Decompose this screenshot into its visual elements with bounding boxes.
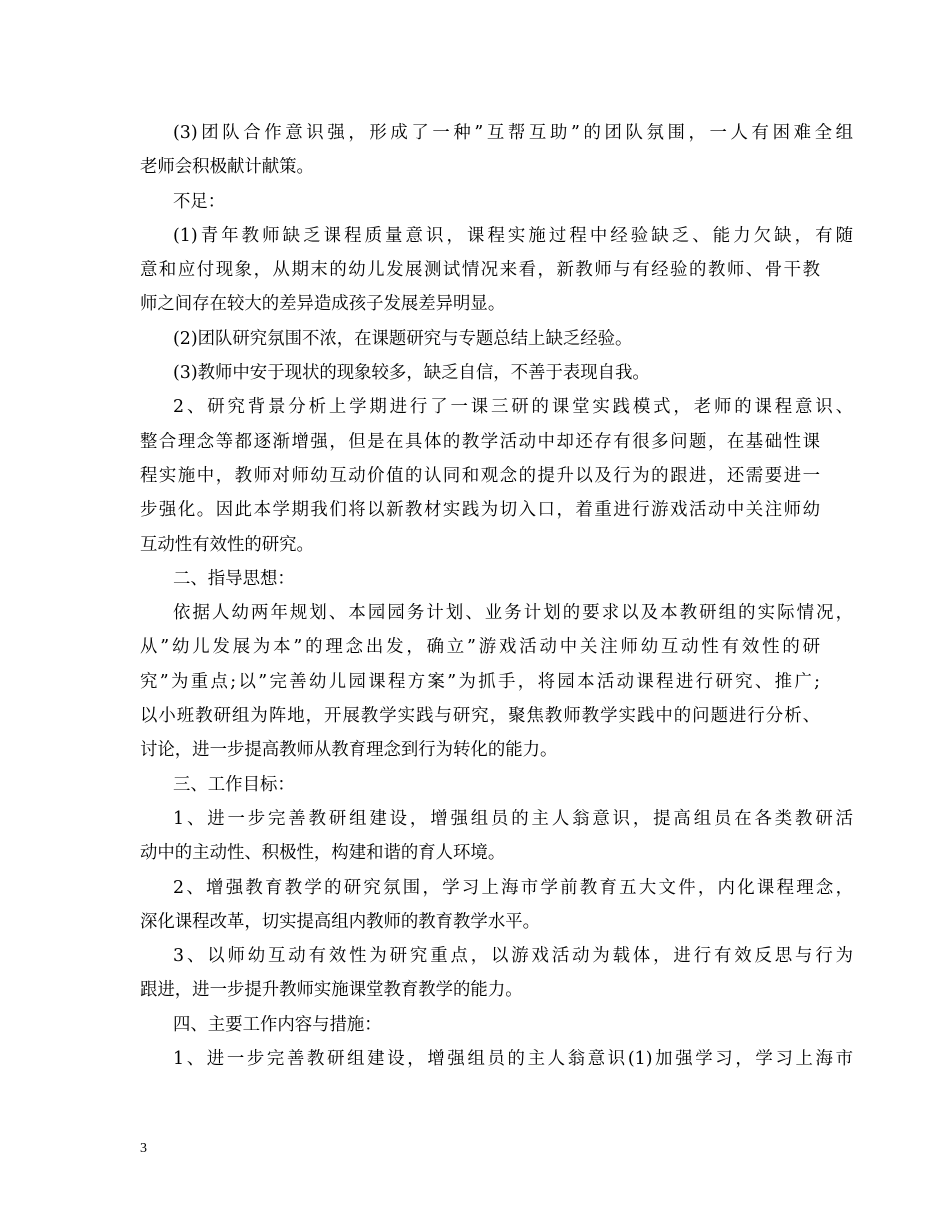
paragraph-line: 1、进一步完善教研组建设，增强组员的主人翁意识(1)加强学习，学习上海市 [173,1049,853,1070]
paragraph-line: (1)青年教师缺乏课程质量意识，课程实施过程中经验缺乏、能力欠缺，有随 [173,225,853,246]
paragraph-line: 2、增强教育教学的研究氛围，学习上海市学前教育五大文件，内化课程理念， [173,877,853,898]
section-heading: 三、工作目标： [173,774,295,795]
paragraph-line: 跟进，进一步提升教师实施课堂教育教学的能力。 [140,980,523,1001]
paragraph-line: 以小班教研组为阵地，开展教学实践与研究，聚焦教师教学实践中的问题进行分析、 [140,706,820,727]
paragraph-line: 意和应付现象，从期末的幼儿发展测试情况来看，新教师与有经验的教师、骨干教 [140,260,820,281]
paragraph-line: 讨论，进一步提高教师从教育理念到行为转化的能力。 [140,740,558,761]
paragraph-line: 老师会积极献计献策。 [140,157,314,178]
paragraph-line: (3)教师中安于现状的现象较多，缺乏自信，不善于表现自我。 [173,363,650,384]
document-body [140,116,853,1076]
paragraph-line: 互动性有效性的研究。 [140,534,314,555]
page-number: 3 [140,1141,147,1156]
paragraph-line: 程实施中，教师对师幼互动价值的认同和观念的提升以及行为的跟进，还需要进一 [140,465,820,486]
paragraph-line: 2、研究背景分析上学期进行了一课三研的课堂实践模式，老师的课程意识、 [173,397,853,418]
paragraph-line: (3)团队合作意识强，形成了一种”互帮互助”的团队氛围，一人有困难全组 [173,123,853,143]
paragraph-line: 从”幼儿发展为本”的理念出发，确立”游戏活动中关注师幼互动性有效性的研 [140,637,820,658]
paragraph-line: 整合理念等都逐渐增强，但是在具体的教学活动中却还存有很多问题，在基础性课 [140,431,820,452]
section-heading: 四、主要工作内容与措施： [173,1014,382,1035]
section-heading: 不足： [173,191,226,212]
section-heading: 二、指导思想： [173,568,295,589]
paragraph-line: 究”为重点;以”完善幼儿园课程方案”为抓手，将园本活动课程进行研究、推广; [140,671,820,692]
paragraph-line: 依据人幼两年规划、本园园务计划、业务计划的要求以及本教研组的实际情况， [173,603,853,624]
paragraph-line: 动中的主动性、积极性，构建和谐的育人环境。 [140,843,506,864]
paragraph-line: 深化课程改革，切实提高组内教师的教育教学水平。 [140,911,540,932]
paragraph-line: 步强化。因此本学期我们将以新教材实践为切入口，着重进行游戏活动中关注师幼 [140,500,820,521]
paragraph-line: 师之间存在较大的差异造成孩子发展差异明显。 [140,294,506,315]
paragraph-line: (2)团队研究氛围不浓，在课题研究与专题总结上缺乏经验。 [173,328,633,349]
paragraph-line: 1、进一步完善教研组建设，增强组员的主人翁意识，提高组员在各类教研活 [173,808,853,829]
paragraph-line: 3、以师幼互动有效性为研究重点，以游戏活动为载体，进行有效反思与行为 [173,946,853,967]
